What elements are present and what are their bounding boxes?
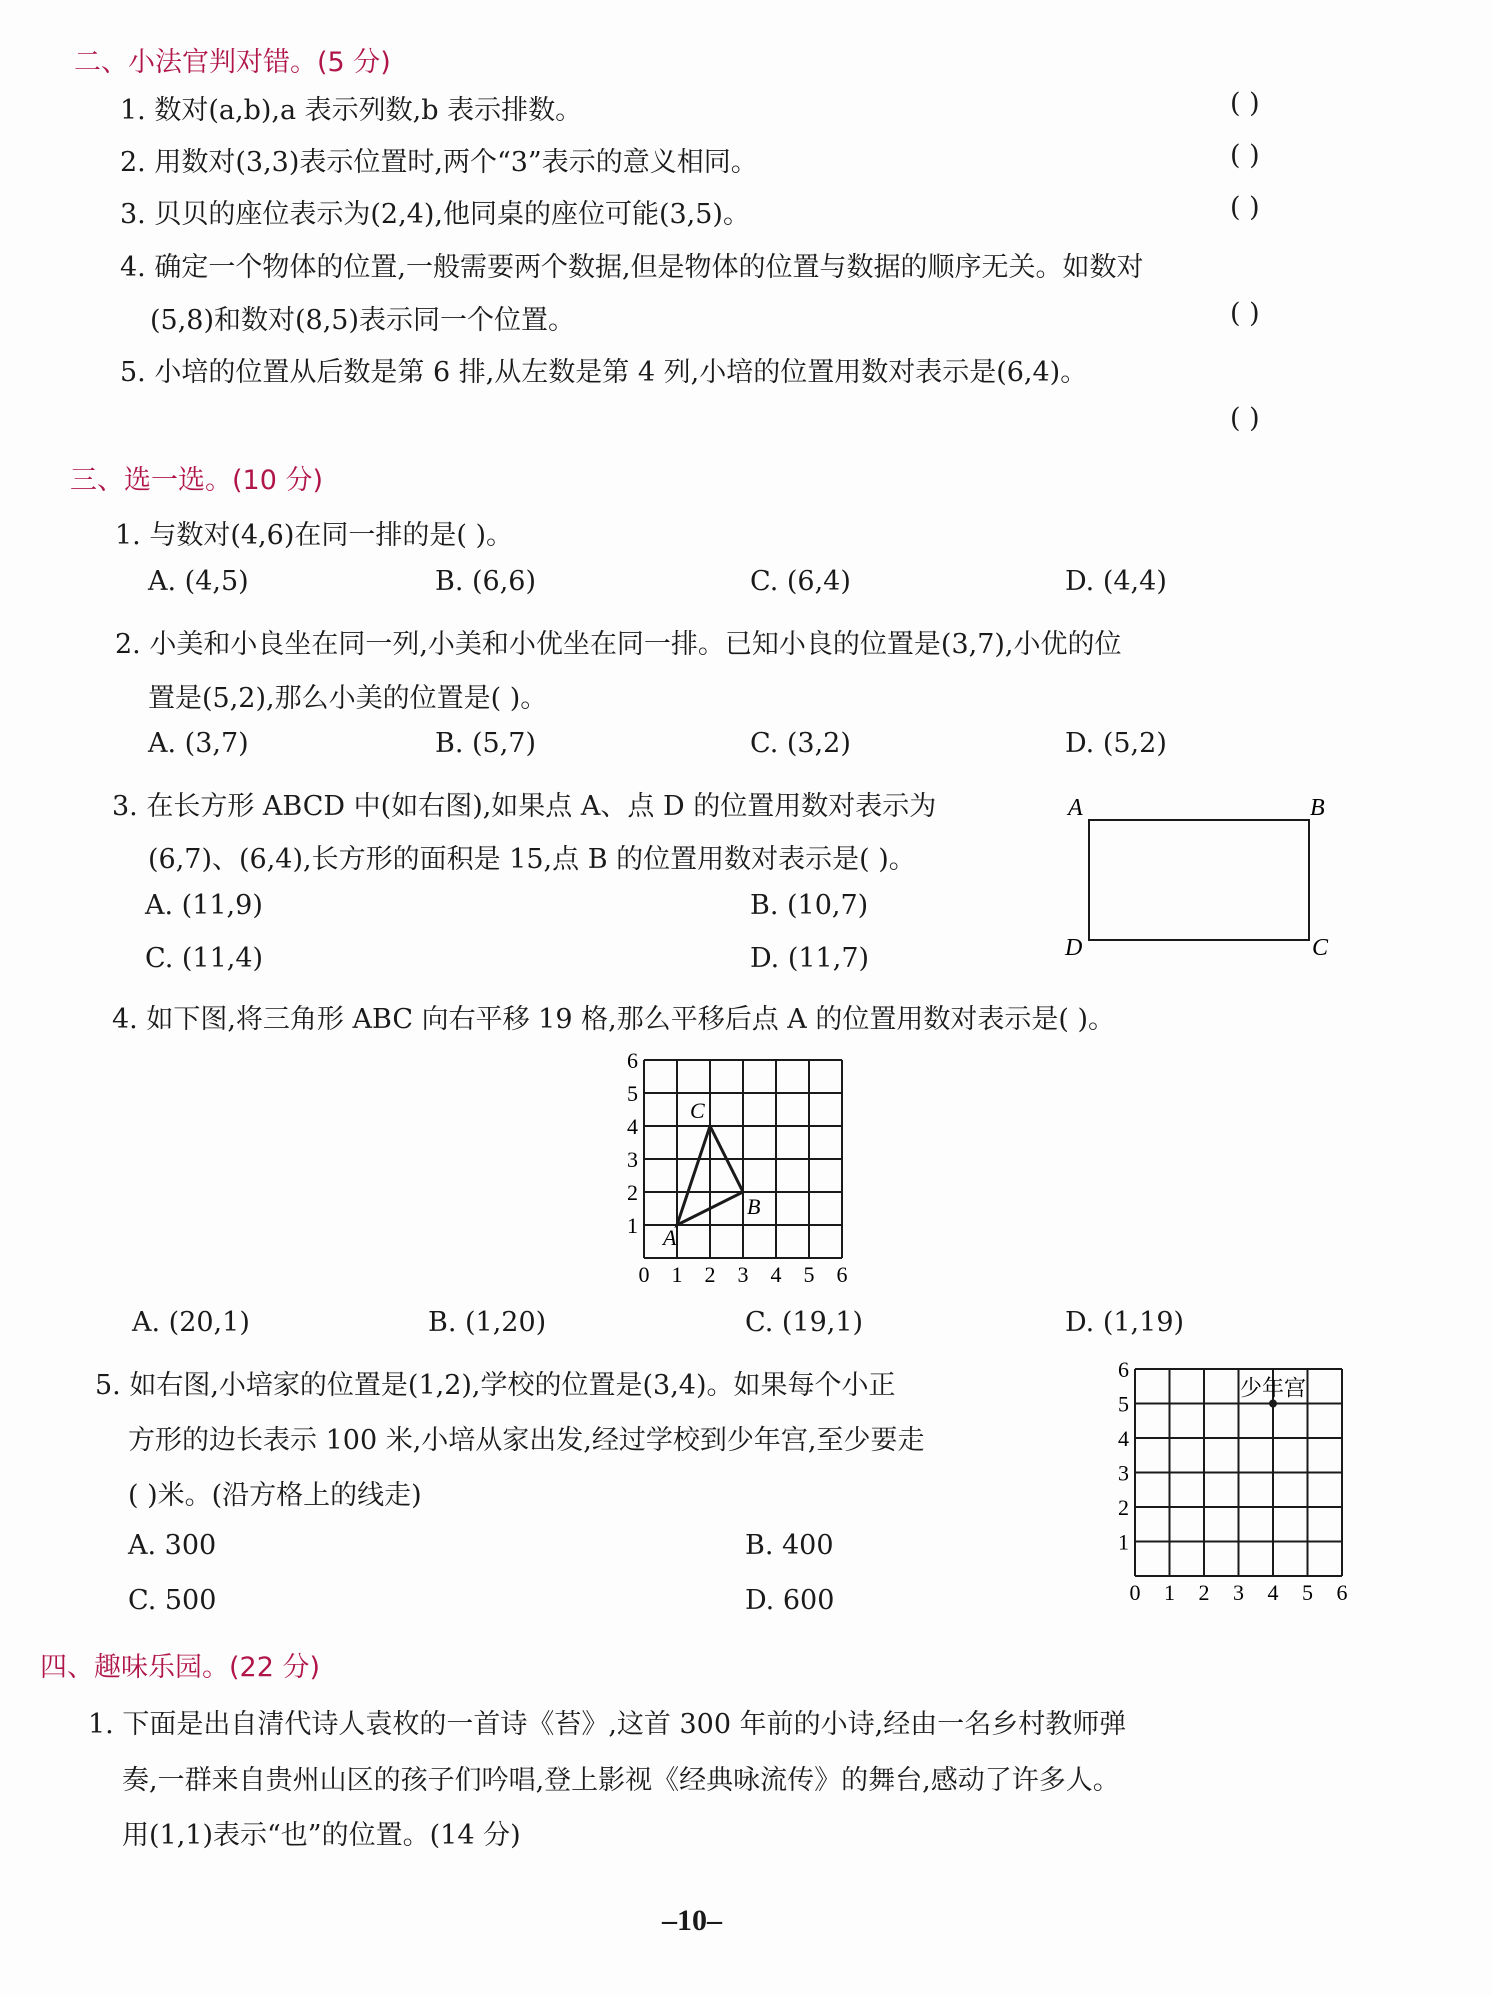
- x-tick-label: 1: [1164, 1580, 1175, 1605]
- landmark-dot: [1269, 1400, 1277, 1408]
- section-2-title: 二、小法官判对错。(5 分): [74, 47, 391, 78]
- x-tick-label: 6: [836, 1262, 848, 1287]
- q1-option-b[interactable]: B. (6,6): [435, 566, 537, 597]
- choice-q2-line-2: 置是(5,2),那么小美的位置是( )。: [148, 683, 548, 714]
- y-tick-label: 4: [1118, 1426, 1129, 1451]
- judge-item-4-line-2: (5,8)和数对(8,5)表示同一个位置。: [150, 305, 576, 336]
- label-b: B: [1310, 795, 1325, 821]
- q5-option-a[interactable]: A. 300: [128, 1530, 217, 1561]
- section-3-title: 三、选一选。(10 分): [70, 465, 324, 496]
- choice-q4: 4. 如下图,将三角形 ABC 向右平移 19 格,那么平移后点 A 的位置用数对表示是( )。: [112, 1004, 1116, 1035]
- choice-q3-line-2: (6,7)、(6,4),长方形的面积是 15,点 B 的位置用数对表示是( )。: [148, 844, 916, 875]
- page-number: –10–: [662, 1904, 722, 1937]
- landmark-label: 少年宫: [1239, 1375, 1307, 1401]
- q3-option-b[interactable]: B. (10,7): [750, 890, 869, 921]
- fun-q1-line-2: 奏,一群来自贵州山区的孩子们吟唱,登上影视《经典咏流传》的舞台,感动了许多人。: [122, 1765, 1120, 1796]
- q2-option-b[interactable]: B. (5,7): [435, 728, 537, 759]
- fun-q1-line-3: 用(1,1)表示“也”的位置。(14 分): [122, 1820, 521, 1851]
- q3-option-c[interactable]: C. (11,4): [145, 943, 264, 974]
- y-tick-label: 5: [627, 1081, 638, 1106]
- q4-option-d[interactable]: D. (1,19): [1065, 1307, 1185, 1338]
- choice-q5-line-2: 方形的边长表示 100 米,小培从家出发,经过学校到少年宫,至少要走: [128, 1425, 925, 1456]
- point-label-b: B: [747, 1194, 761, 1219]
- y-tick-label: 4: [627, 1114, 638, 1139]
- rectangle-shape: [1089, 820, 1309, 940]
- q2-option-d[interactable]: D. (5,2): [1065, 728, 1167, 759]
- choice-q2-line-1: 2. 小美和小良坐在同一列,小美和小优坐在同一排。已知小良的位置是(3,7),小优的位: [115, 629, 1122, 660]
- x-tick-label: 4: [1267, 1580, 1279, 1605]
- judge-item-4: 4. 确定一个物体的位置,一般需要两个数据,但是物体的位置与数据的顺序无关。如数对: [120, 252, 1144, 283]
- q5-option-d[interactable]: D. 600: [745, 1585, 835, 1616]
- q4-option-a[interactable]: A. (20,1): [132, 1307, 250, 1338]
- label-d: D: [1065, 935, 1083, 961]
- y-tick-label: 2: [1118, 1495, 1129, 1520]
- x-tick-label: 4: [770, 1262, 782, 1287]
- choice-q5-line-3: ( )米。(沿方格上的线走): [128, 1480, 422, 1511]
- y-tick-label: 3: [1118, 1460, 1129, 1486]
- x-tick-label: 3: [737, 1262, 749, 1287]
- x-tick-label: 3: [1233, 1580, 1244, 1605]
- x-tick-label: 2: [704, 1262, 716, 1287]
- section-4-title: 四、趣味乐园。(22 分): [40, 1652, 321, 1683]
- judge-item-2: 2. 用数对(3,3)表示位置时,两个“3”表示的意义相同。: [120, 147, 758, 178]
- choice-q3-line-1: 3. 在长方形 ABCD 中(如右图),如果点 A、点 D 的位置用数对表示为: [112, 791, 937, 822]
- point-label-c: C: [690, 1098, 705, 1123]
- choice-q5-line-1: 5. 如右图,小培家的位置是(1,2),学校的位置是(3,4)。如果每个小正: [95, 1370, 896, 1401]
- judge-item-3: 3. 贝贝的座位表示为(2,4),他同桌的座位可能(3,5)。: [120, 199, 750, 230]
- answer-blank-1[interactable]: ( ): [1230, 88, 1260, 119]
- x-tick-label: 0: [638, 1262, 650, 1287]
- answer-blank-5[interactable]: ( ): [1230, 403, 1260, 434]
- q5-option-c[interactable]: C. 500: [128, 1585, 217, 1616]
- y-tick-label: 6: [627, 1050, 638, 1073]
- q1-option-c[interactable]: C. (6,4): [750, 566, 851, 597]
- answer-blank-4[interactable]: ( ): [1230, 298, 1260, 329]
- label-a: A: [1068, 795, 1083, 821]
- q4-option-c[interactable]: C. (19,1): [745, 1307, 864, 1338]
- x-tick-label: 6: [1336, 1580, 1348, 1605]
- y-tick-label: 5: [1118, 1391, 1129, 1417]
- q1-option-d[interactable]: D. (4,4): [1065, 566, 1167, 597]
- choice-q1: 1. 与数对(4,6)在同一排的是( )。: [115, 520, 513, 551]
- judge-item-5: 5. 小培的位置从后数是第 6 排,从左数是第 4 列,小培的位置用数对表示是(6,4)。: [120, 357, 1088, 388]
- q3-option-d[interactable]: D. (11,7): [750, 943, 870, 974]
- youth-palace-grid-figure: [1105, 1355, 1365, 1615]
- x-tick-label: 0: [1129, 1580, 1141, 1605]
- point-label-a: A: [663, 1225, 677, 1250]
- fun-q1-line-1: 1. 下面是出自清代诗人袁枚的一首诗《苔》,这首 300 年前的小诗,经由一名乡村教师弹: [88, 1709, 1127, 1740]
- answer-blank-2[interactable]: ( ): [1230, 140, 1260, 171]
- x-tick-label: 2: [1198, 1580, 1210, 1605]
- y-tick-label: 2: [627, 1180, 638, 1205]
- x-tick-label: 1: [671, 1262, 683, 1287]
- triangle-grid-figure: [620, 1050, 860, 1290]
- x-tick-label: 5: [803, 1262, 815, 1287]
- answer-blank-3[interactable]: ( ): [1230, 192, 1260, 223]
- y-tick-label: 1: [627, 1213, 638, 1238]
- y-tick-label: 3: [627, 1147, 638, 1172]
- q2-option-c[interactable]: C. (3,2): [750, 728, 851, 759]
- rectangle-abcd-figure: [1060, 790, 1330, 970]
- label-c: C: [1312, 935, 1329, 961]
- judge-item-1: 1. 数对(a,b),a 表示列数,b 表示排数。: [120, 95, 583, 126]
- q1-option-a[interactable]: A. (4,5): [148, 566, 249, 597]
- y-tick-label: 1: [1118, 1529, 1129, 1555]
- y-tick-label: 6: [1118, 1357, 1129, 1382]
- q5-option-b[interactable]: B. 400: [745, 1530, 834, 1561]
- q2-option-a[interactable]: A. (3,7): [148, 728, 249, 759]
- q4-option-b[interactable]: B. (1,20): [428, 1307, 547, 1338]
- q3-option-a[interactable]: A. (11,9): [145, 890, 263, 921]
- x-tick-label: 5: [1302, 1580, 1313, 1605]
